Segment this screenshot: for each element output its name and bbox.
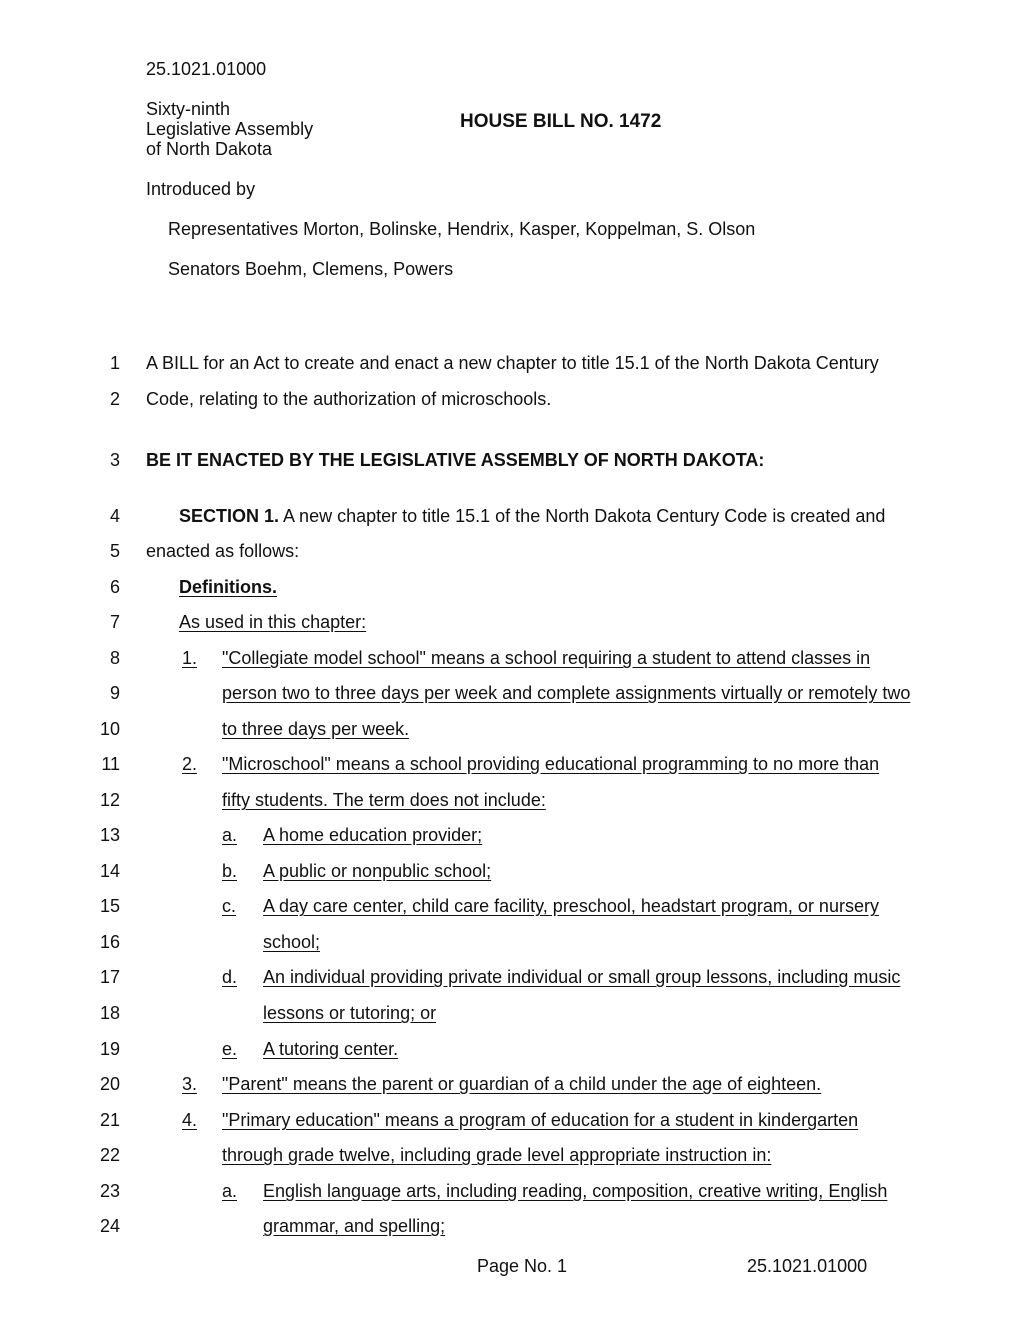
senators: Senators Boehm, Clemens, Powers (168, 259, 454, 279)
list-marker: 3. (182, 1074, 198, 1094)
line-number: 7 (109, 612, 120, 632)
bill-text-line: Code, relating to the authorization of microschools. (146, 389, 552, 409)
bill-text-line: "Parent" means the parent or guardian of a child under the age of eighteen. (222, 1074, 822, 1094)
line-number: 23 (99, 1181, 120, 1201)
bill-text-line: A tutoring center. (263, 1039, 399, 1059)
line-number: 1 (109, 353, 120, 373)
page-number: Page No. 1 (477, 1256, 568, 1276)
bill-text-line: An individual providing private individual or small group lessons, including music (263, 967, 901, 987)
bill-text-line: A day care center, child care facility, preschool, headstart program, or nursery (263, 896, 879, 916)
line-number: 5 (109, 541, 120, 561)
line-number: 17 (99, 967, 120, 987)
list-marker: d. (222, 967, 238, 987)
assembly-line-1: Sixty-ninth (146, 99, 231, 119)
bill-text-line: "Primary education" means a program of education for a student in kindergarten (222, 1110, 859, 1130)
line-number: 20 (99, 1074, 120, 1094)
bill-text-line: fifty students. The term does not include: (222, 790, 546, 810)
list-marker: c. (222, 896, 237, 916)
list-marker: 1. (182, 648, 198, 668)
footer-document-id: 25.1021.01000 (747, 1256, 868, 1276)
assembly-line-2: Legislative Assembly (146, 119, 314, 139)
line-number: 10 (99, 719, 120, 739)
bill-text-line: school; (263, 932, 321, 952)
line-number: 18 (99, 1003, 120, 1023)
bill-text-line: A public or nonpublic school; (263, 861, 492, 881)
line-number: 15 (99, 896, 120, 916)
bill-title: HOUSE BILL NO. 1472 (460, 111, 662, 132)
introduced-by: Introduced by (146, 179, 256, 199)
representatives: Representatives Morton, Bolinske, Hendrix, Kasper, Koppelman, S. Olson (168, 219, 756, 239)
list-marker: a. (222, 825, 238, 845)
bill-text-line: through grade twelve, including grade level appropriate instruction in: (222, 1145, 772, 1165)
bill-text-line: As used in this chapter: (179, 612, 367, 632)
document-id: 25.1021.01000 (146, 59, 267, 79)
section-line (179, 506, 885, 526)
line-number: 24 (99, 1216, 120, 1236)
list-marker: 4. (182, 1110, 198, 1130)
line-number: 12 (99, 790, 120, 810)
bill-text-line: "Collegiate model school" means a school requiring a student to attend classes in (222, 648, 871, 668)
line-number: 3 (109, 450, 120, 470)
line-number: 2 (109, 389, 120, 409)
list-marker: 2. (182, 754, 198, 774)
line-number: 11 (101, 754, 120, 774)
section-text: A new chapter to title 15.1 of the North Dakota Century Code is created and (279, 506, 886, 526)
line-number: 8 (109, 648, 120, 668)
bill-text-line: to three days per week. (222, 719, 410, 739)
line-number: 13 (99, 825, 120, 845)
line-number: 14 (99, 861, 120, 881)
bill-text-line: "Microschool" means a school providing educational programming to no more than (222, 754, 880, 774)
definitions-heading: Definitions. (179, 577, 277, 597)
list-marker: e. (222, 1039, 238, 1059)
section-heading: SECTION 1. (179, 506, 280, 526)
line-number: 19 (99, 1039, 120, 1059)
list-marker: b. (222, 861, 238, 881)
line-number: 21 (99, 1110, 120, 1130)
list-marker: a. (222, 1181, 238, 1201)
bill-text-line: enacted as follows: (146, 541, 300, 561)
bill-text-line: A home education provider; (263, 825, 483, 845)
enacting-clause: BE IT ENACTED BY THE LEGISLATIVE ASSEMBLY OF NORTH DAKOTA: (146, 450, 765, 470)
line-number: 4 (109, 506, 120, 526)
line-number: 6 (109, 577, 120, 597)
line-number: 16 (99, 932, 120, 952)
bill-text-line: A BILL for an Act to create and enact a new chapter to title 15.1 of the North Dakota Century (146, 353, 879, 373)
assembly-line-3: of North Dakota (146, 139, 273, 159)
bill-text-line: lessons or tutoring; or (263, 1003, 437, 1023)
line-number: 22 (99, 1145, 120, 1165)
bill-text-line: grammar, and spelling; (263, 1216, 446, 1236)
bill-text-line: person two to three days per week and complete assignments virtually or remotely two (222, 683, 911, 703)
line-number: 9 (109, 683, 120, 703)
bill-text-line: English language arts, including reading, composition, creative writing, English (263, 1181, 888, 1201)
